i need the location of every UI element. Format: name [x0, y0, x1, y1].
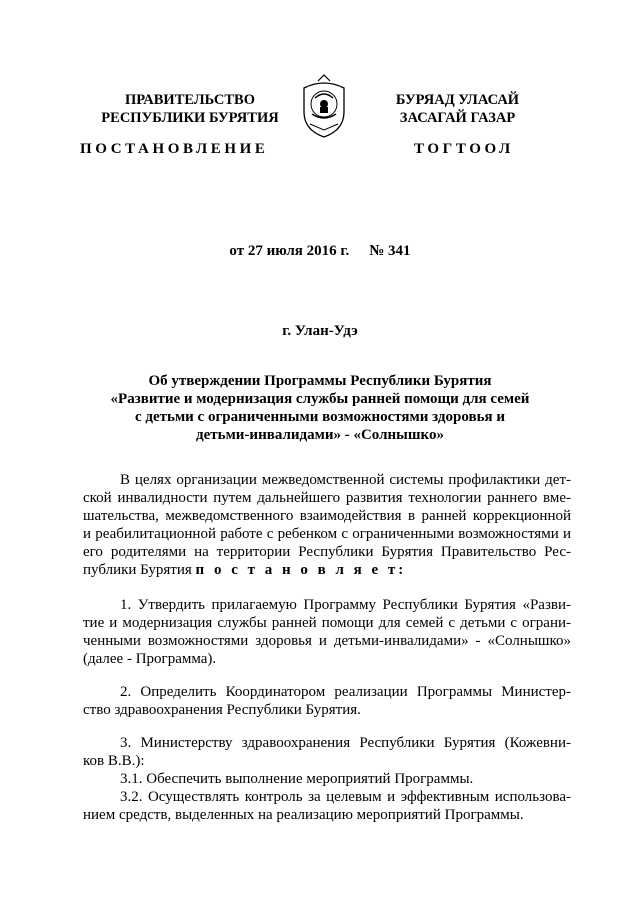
paragraph-line: (далее - Программа). [83, 651, 217, 667]
resolves-word: п о с т а н о в л я е т: [195, 562, 407, 578]
header-right-line1: БУРЯАД УЛАСАЙ [395, 92, 520, 108]
paragraph-text: публики Бурятия [83, 562, 192, 578]
paragraph-line: 3. Министерству здравоохранения Республики Бурятия (Кожевни- [120, 735, 571, 751]
header-left-line1: ПРАВИТЕЛЬСТВО [125, 92, 255, 108]
preamble-paragraph [83, 471, 571, 579]
title-line: с детьми с ограниченными возможностями здоровья и [134, 409, 506, 425]
decree-date: от 27 июля 2016 г. [229, 243, 350, 259]
header-right-line2: ЗАСАГАЙ ГАЗАР [399, 110, 516, 126]
paragraph-line: нием средств, выделенных на реализацию мероприятий Программы. [83, 807, 524, 823]
paragraph-line: ство здравоохранения Республики Бурятия. [83, 702, 361, 718]
decree-date-line [0, 243, 640, 260]
header-left-line2: РЕСПУБЛИКИ БУРЯТИЯ [101, 110, 279, 126]
decree-label-bua: ТОГТООЛ [414, 141, 514, 157]
paragraph-line: ской инвалидности путем дальнейшего развития технологии раннего вме- [83, 490, 571, 506]
paragraph-line: тие и модернизация службы ранней помощи для семей с детьми с ограни- [83, 615, 571, 631]
title-line: «Развитие и модернизация службы ранней помощи для семей [110, 391, 530, 407]
paragraph-line: 2. Определить Координатором реализации Программы Министер- [120, 684, 571, 700]
government-header-ru [100, 91, 280, 127]
title-line: детьми-инвалидами» - «Солнышко» [196, 427, 444, 443]
paragraph-line [83, 561, 571, 579]
buryatia-coat-of-arms-icon [298, 74, 350, 140]
city: г. Улан-Удэ [282, 323, 358, 339]
paragraph-line: В целях организации межведомственной системы профилактики дет- [120, 472, 571, 488]
paragraph-line: и реабилитационной работе с ребенком с ограниченными возможностями и [83, 526, 571, 542]
paragraph-line: его родителями на территории Республики Бурятия Правительство Рес- [83, 544, 571, 560]
paragraph-line: ков В.В.): [83, 753, 145, 769]
item-2-paragraph [83, 683, 571, 719]
paragraph-line: 3.2. Осуществлять контроль за целевым и эффективным использова- [120, 789, 571, 805]
title-line: Об утверждении Программы Республики Бурятия [148, 373, 492, 389]
government-header-bua [365, 91, 550, 127]
decree-number: № 341 [369, 243, 411, 259]
paragraph-line: шательства, межведомственного взаимодействия в ранней коррекционной [83, 508, 571, 524]
decree-label-ru: ПОСТАНОВЛЕНИЕ [80, 141, 269, 157]
item-1-paragraph [83, 596, 571, 668]
item-3-paragraph [83, 734, 571, 824]
paragraph-line: ченными возможностями здоровья и детьми-инвалидами» - «Солнышко» [83, 633, 571, 649]
paragraph-line: 1. Утвердить прилагаемую Программу Республики Бурятия «Разви- [120, 597, 571, 613]
paragraph-line: 3.1. Обеспечить выполнение мероприятий Программы. [120, 771, 474, 787]
document-title [100, 372, 540, 444]
